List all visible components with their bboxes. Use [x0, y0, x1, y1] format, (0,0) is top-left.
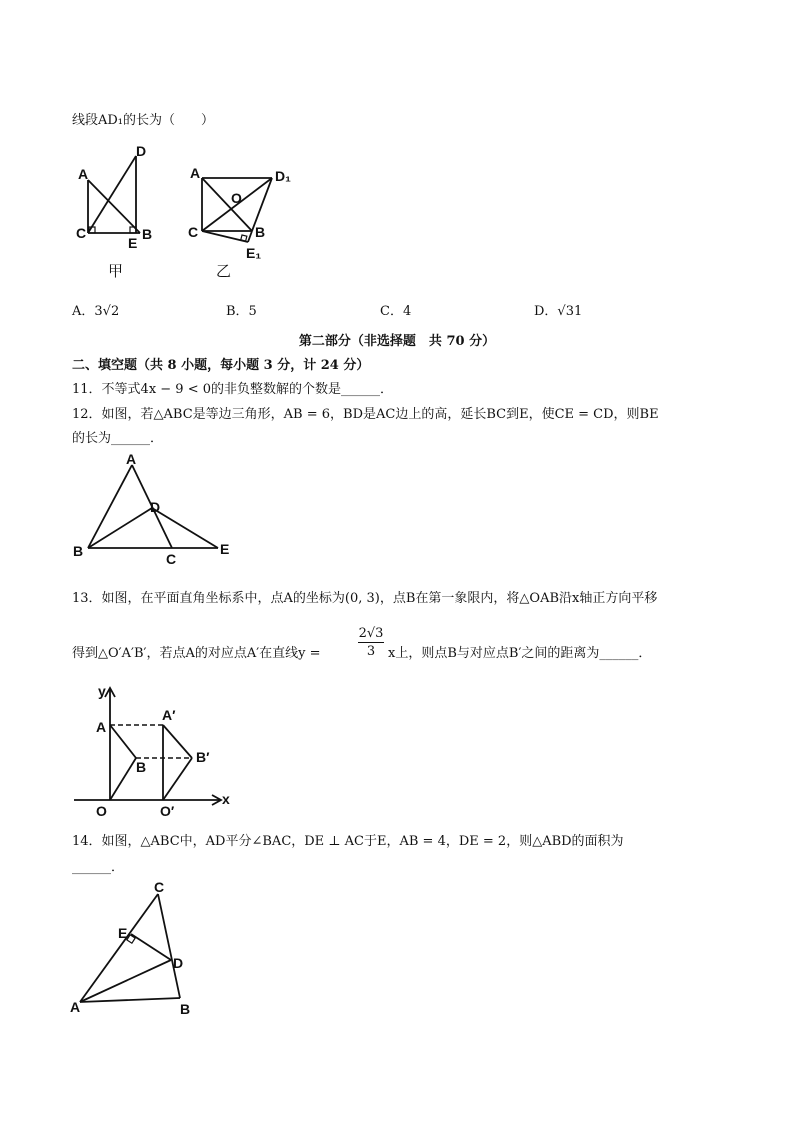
q13-fraction — [358, 626, 384, 661]
fig10-right-label-A: A — [190, 165, 201, 181]
figure-q10-left — [88, 156, 140, 233]
q13-fraction-denominator: 3 — [366, 644, 376, 659]
fig13-label-B: B — [136, 759, 147, 775]
part2-title: 第二部分（非选择题 共 70 分） — [298, 334, 496, 349]
fig10-right-label-B: B — [255, 224, 266, 240]
fig14-label-A: A — [70, 999, 81, 1015]
fig13-label-y: y — [98, 683, 106, 699]
fig13-label-B-prime: B′ — [196, 749, 210, 765]
figure-q10 — [70, 138, 310, 283]
fig13-label-x: x — [222, 791, 230, 807]
q10-option-a[interactable]: A．3√2 — [72, 304, 120, 319]
figure-q14 — [68, 876, 208, 1021]
fig14-label-E: E — [118, 925, 128, 941]
fig14-label-D: D — [173, 955, 184, 971]
fig12-label-B: B — [73, 543, 84, 559]
fig13-label-O-prime: O′ — [160, 803, 175, 819]
fig10-left-label-B: B — [142, 226, 153, 242]
fig13-label-A-prime: A′ — [162, 707, 176, 723]
q14-text-line1: 14．如图，△ABC中，AD平分∠BAC，DE ⊥ AC于E，AB = 4，DE = 2，则△ABD的面积为 — [72, 834, 624, 849]
q12-text-line1: 12．如图，若△ABC是等边三角形，AB = 6，BD是AC边上的高，延长BC到E，使CE = CD，则BE — [72, 407, 659, 422]
fig10-left-caption: 甲 — [108, 262, 124, 280]
q10-option-c[interactable]: C．4 — [380, 304, 412, 319]
q11-text: 11．不等式4x − 9 < 0的非负整数解的个数是______． — [72, 382, 394, 397]
fig10-right-label-E1: E₁ — [246, 245, 262, 261]
fig12-label-D: D — [150, 499, 161, 515]
q13-text-line2-post: x上，则点B与对应点B′之间的距离为______． — [388, 646, 652, 661]
q12-text-line2: 的长为______． — [72, 431, 164, 446]
fig10-left-label-A: A — [78, 166, 89, 182]
fig10-left-label-D: D — [136, 143, 147, 159]
fig13-label-O: O — [96, 803, 107, 819]
q10-tail-text: 线段AD₁的长为（ ） — [72, 113, 215, 128]
figure-q12 — [70, 450, 240, 570]
q13-text-line2-pre: 得到△O′A′B′，若点A的对应点A′在直线y = — [72, 646, 321, 661]
fig12-label-E: E — [220, 541, 230, 557]
fig14-label-B: B — [180, 1001, 191, 1017]
section2-title: 二、填空题（共 8 小题，每小题 3 分，计 24 分） — [72, 358, 370, 373]
fig10-left-label-E: E — [128, 235, 138, 251]
fig10-right-label-C: C — [188, 224, 199, 240]
fig10-right-label-O: O — [231, 190, 242, 206]
q13-fraction-numerator: 2√3 — [358, 626, 384, 641]
fig12-label-C: C — [166, 551, 177, 567]
q13-text-line1: 13．如图，在平面直角坐标系中，点A的坐标为(0, 3)，点B在第一象限内，将△OAB沿x轴正方向平移 — [72, 591, 658, 606]
figure-q13 — [70, 682, 240, 822]
fig12-label-A: A — [126, 451, 137, 467]
fig10-left-label-C: C — [76, 225, 87, 241]
fig10-right-label-D1: D₁ — [275, 168, 291, 184]
fig14-label-C: C — [154, 879, 165, 895]
q14-text-line2: ______． — [72, 860, 125, 875]
fig13-label-A: A — [96, 719, 107, 735]
q10-option-b[interactable]: B．5 — [226, 304, 257, 319]
q10-option-d[interactable]: D．√31 — [534, 304, 583, 319]
fig10-right-caption: 乙 — [216, 262, 232, 280]
